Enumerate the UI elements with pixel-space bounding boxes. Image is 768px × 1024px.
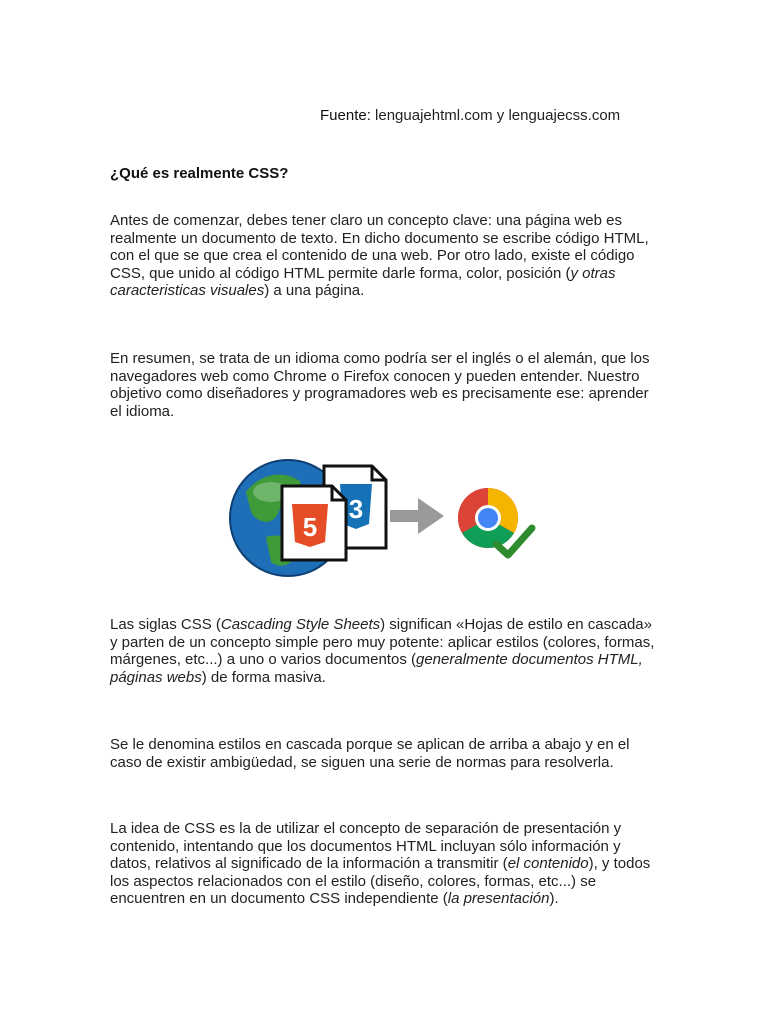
html5-badge-text: 5 — [302, 512, 318, 542]
illustration-svg — [226, 452, 546, 582]
paragraph-3: Las siglas CSS (Cascading Style Sheets) significan «Hojas de estilo en cascada» y parten de un concepto simple pero muy potente: aplicar estilos (colores, formas, márgenes, etc...) a uno o varios documentos (generalmente documentos HTML, páginas webs) de forma masiva. — [110, 616, 655, 686]
arrow-right-icon — [390, 498, 444, 534]
chrome-icon — [458, 488, 518, 548]
section-heading: ¿Qué es realmente CSS? — [110, 165, 289, 182]
paragraph-4: Se le denomina estilos en cascada porque se aplican de arriba a abajo y en el caso de existir ambigüedad, se siguen una serie de normas para resolverla. — [110, 736, 630, 771]
source-label: Fuente: — [320, 107, 371, 124]
css3-badge-text: 3 — [348, 494, 364, 524]
source-text: lenguajehtml.com y lenguajecss.com — [370, 107, 621, 124]
source-line — [320, 107, 720, 125]
paragraph-5: La idea de CSS es la de utilizar el concepto de separación de presentación y contenido, intentando que los documentos HTML incluyan sólo información y datos, relativos al significado de la información a transmitir (el contenido), y todos los aspectos relacionados con el estilo (diseño, colores, formas, etc...) se encuentren en un documento CSS independiente (la presentación). — [110, 820, 651, 907]
italic-note: y otras caracteristicas visuales — [110, 264, 616, 299]
html-document-icon — [282, 486, 346, 560]
paragraph-2: En resumen, se trata de un idioma como podría ser el inglés o el alemán, que los navegadores web como Chrome o Firefox conocen y pueden entender. Nuestro objetivo como diseñadores y programadores web es precisamente ese: aprender el idioma. — [110, 350, 650, 420]
paragraph-1: Antes de comenzar, debes tener claro un concepto clave: una página web es realmente un documento de texto. En dicho documento se escribe código HTML, con el que se que crea el contenido de una web. Por otro lado, existe el código CSS, que unido al código HTML permite darle forma, color, posición (y otras caracteristicas visuales) a una página. — [110, 212, 649, 299]
css-illustration — [226, 452, 546, 582]
